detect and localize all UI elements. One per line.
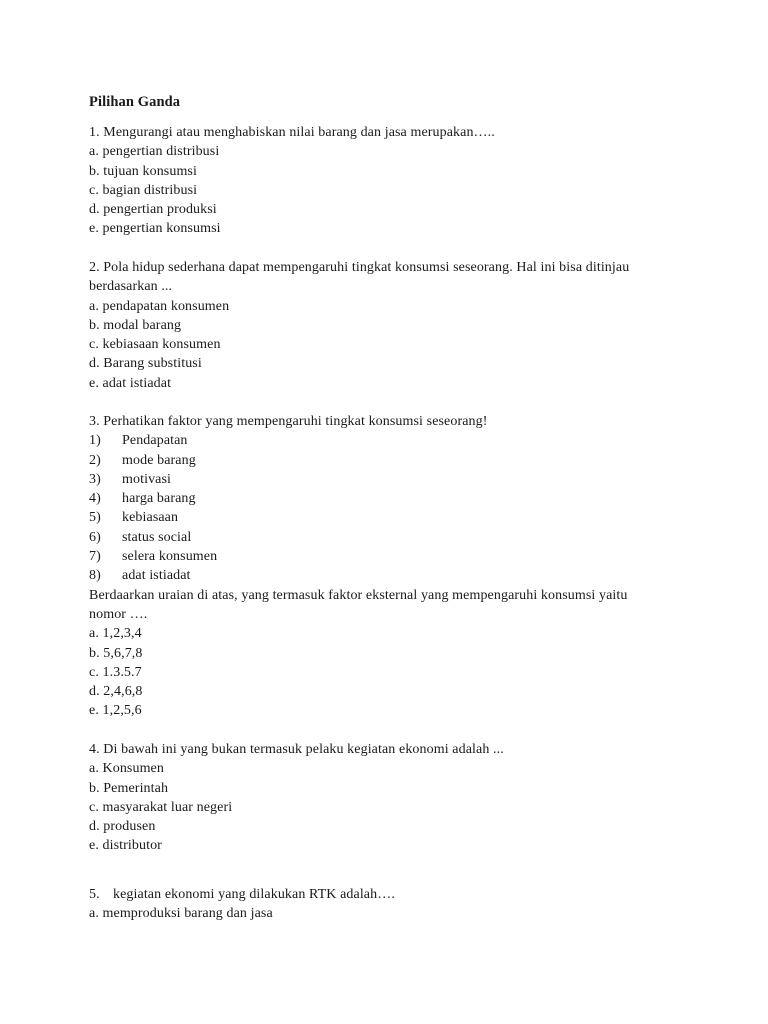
option-d: d. 2,4,6,8 [89, 684, 143, 700]
option-c: c. bagian distribusi [89, 182, 198, 198]
factor-text: status social [122, 529, 192, 545]
factor-item [89, 489, 689, 508]
factor-item [89, 528, 689, 547]
option-b: b. modal barang [89, 317, 182, 333]
option-b: b. Pemerintah [89, 780, 169, 796]
factor-text: kebiasaan [122, 510, 179, 526]
factor-number: 7) [89, 549, 101, 565]
option-e: e. adat istiadat [89, 375, 172, 391]
factor-item [89, 431, 689, 450]
question-2 [89, 258, 689, 393]
factor-number: 3) [89, 471, 101, 487]
factor-text: selera konsumen [122, 549, 218, 565]
option-a: a. 1,2,3,4 [89, 626, 142, 642]
factor-item [89, 566, 689, 585]
option-a: a. pendapatan konsumen [89, 298, 230, 314]
option-e: e. pengertian konsumsi [89, 221, 221, 237]
factor-item [89, 508, 689, 527]
factor-item [89, 547, 689, 566]
question-3 [89, 412, 689, 721]
question-5 [89, 885, 689, 924]
followup-line-2: nomor …. [89, 606, 148, 622]
question-body: kegiatan ekonomi yang dilakukan RTK adalah…. [113, 887, 395, 902]
option-c: c. kebiasaan konsumen [89, 337, 221, 353]
factor-number: 1) [89, 433, 101, 449]
factor-text: motivasi [122, 471, 172, 487]
factor-text: adat istiadat [122, 568, 191, 584]
factor-item [89, 470, 689, 489]
followup-line-1: Berdaarkan uraian di atas, yang termasuk faktor eksternal yang mempengaruhi konsumsi yaitu [89, 587, 628, 603]
page-title: Pilihan Ganda [89, 94, 181, 110]
question-text: 3. Perhatikan faktor yang mempengaruhi tingkat konsumsi seseorang! [89, 414, 488, 429]
question-number: 5. [89, 887, 100, 902]
question-text [89, 885, 689, 904]
question-text-line-1: 2. Pola hidup sederhana dapat mempengaruhi tingkat konsumsi seseorang. Hal ini bisa ditinjau [89, 260, 630, 275]
factor-number: 2) [89, 452, 101, 468]
question-4 [89, 740, 689, 856]
option-a: a. memproduksi barang dan jasa [89, 906, 273, 922]
option-e: e. 1,2,5,6 [89, 703, 142, 719]
option-a: a. Konsumen [89, 761, 164, 777]
question-1 [89, 123, 689, 239]
factor-number: 6) [89, 529, 101, 545]
question-text: 1. Mengurangi atau menghabiskan nilai barang dan jasa merupakan….. [89, 125, 495, 140]
option-b: b. 5,6,7,8 [89, 645, 143, 661]
factor-text: Pendapatan [122, 433, 188, 449]
factor-item [89, 451, 689, 470]
question-text-line-2: berdasarkan ... [89, 279, 173, 295]
option-b: b. tujuan konsumsi [89, 163, 197, 179]
factor-number: 8) [89, 568, 101, 584]
factor-number: 4) [89, 491, 101, 507]
factor-text: harga barang [122, 491, 196, 507]
option-c: c. 1.3.5.7 [89, 664, 142, 680]
option-c: c. masyarakat luar negeri [89, 799, 233, 815]
option-d: d. Barang substitusi [89, 356, 202, 372]
option-a: a. pengertian distribusi [89, 144, 220, 160]
question-text: 4. Di bawah ini yang bukan termasuk pelaku kegiatan ekonomi adalah ... [89, 742, 504, 757]
factor-number: 5) [89, 510, 101, 526]
option-e: e. distributor [89, 838, 162, 854]
option-d: d. pengertian produksi [89, 202, 217, 218]
factor-text: mode barang [122, 452, 196, 468]
option-d: d. produsen [89, 819, 156, 835]
